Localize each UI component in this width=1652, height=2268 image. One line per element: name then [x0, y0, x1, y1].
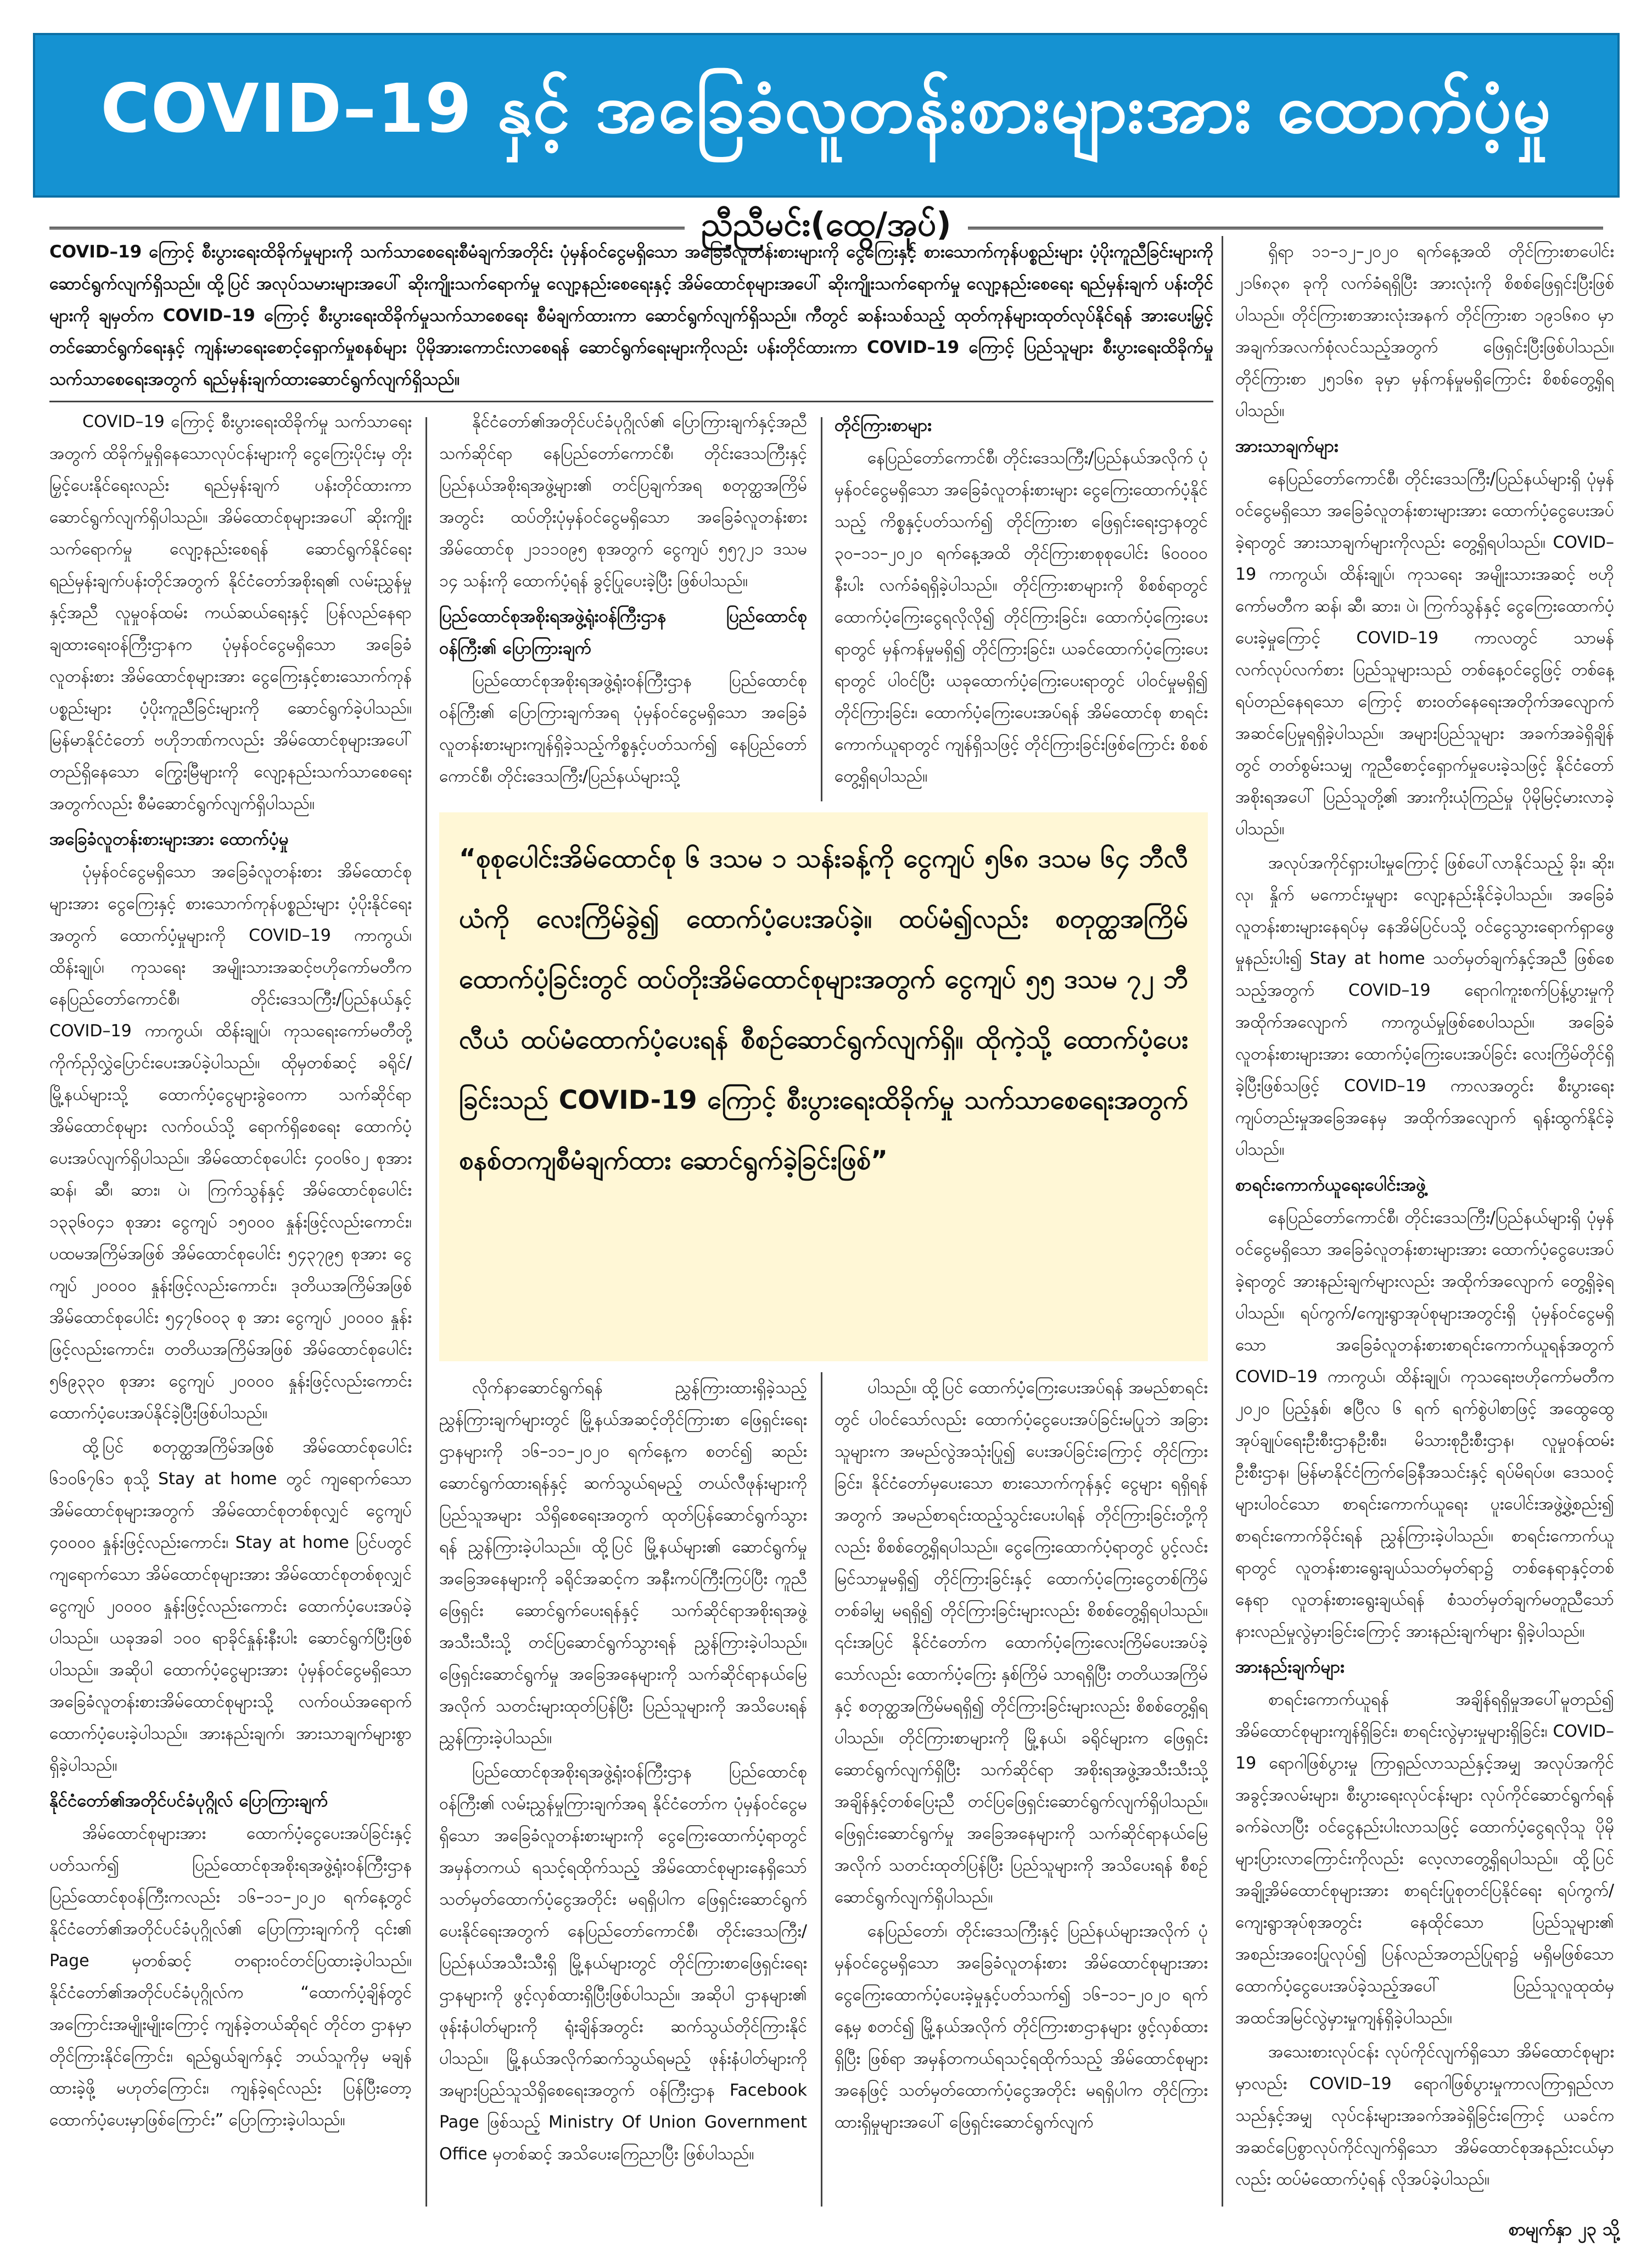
column-2-bottom [439, 1372, 807, 2212]
column-3-bottom [835, 1372, 1208, 2212]
col4-paragraph-1: ရှိရာ ၁၁–၁၂–၂၀၂၀ ရက်နေ့အထိ တိုင်ကြားစာပေါင်း ၂၁၆၈၃၈ ခုကို လက်ခံရရှိပြီး အားလုံးကို စိစစ်ဖြေရှင်းပြီးဖြစ်ပါသည်။ တိုင်ကြားစာအားလုံးအနက် တိုင်ကြားစာ ၁၉၁၆၈၀ မှာ အချက်အလက်စုံလင်သည့်အတွက် ဖြေရှင်းပြီးဖြစ်ပါသည်။ တိုင်ကြားစာ ၂၅၁၆၈ ခုမှာ မှန်ကန်မှုမရှိကြောင်း စိစစ်တွေ့ရှိရပါသည်။ [1235, 242, 1614, 420]
col2-paragraph-1: နိုင်ငံတော်၏အတိုင်ပင်ခံပုဂ္ဂိုလ်၏ ပြောကြားချက်နှင့်အညီ သက်ဆိုင်ရာ နေပြည်တော်ကောင်စီ၊ တိုင်းဒေသကြီးနှင့် ပြည်နယ်အစိုးရအဖွဲ့များ၏ တင်ပြချက်အရ စတုတ္ထအကြိမ်အတွင်း ထပ်တိုးပုံမှန်ဝင်ငွေမရှိသော အခြေခံလူတန်းစားအိမ်ထောင်စု ၂၁၁၁၀၉၅ စုအတွက် ငွေကျပ် ၅၅၇၂၁ ဒသမ ၁၄ သန်းကို ထောက်ပံ့ရန် ခွင့်ပြုပေးခဲ့ပြီး ဖြစ်ပါသည်။ [439, 412, 807, 591]
col3-paragraph-1: နေပြည်တော်ကောင်စီ၊ တိုင်းဒေသကြီး/ပြည်နယ်အလိုက် ပုံမှန်ဝင်ငွေမရှိသော အခြေခံလူတန်းစားများ ငွေကြေးထောက်ပံ့နိုင်သည့် ကိစ္စနှင့်ပတ်သက်၍ တိုင်ကြားစာ ဖြေရှင်းရေးဌာနတွင် ၃၀–၁၁–၂၀၂၀ ရက်နေ့အထိ တိုင်ကြားစာစုစုပေါင်း ၆၀၀၀၀ နီးပါး လက်ခံရရှိခဲ့ပါသည်။ တိုင်ကြားစာများကို စိစစ်ရာတွင် ထောက်ပံ့ကြေးငွေရလိုလို၍ တိုင်ကြားခြင်း၊ ထောက်ပံ့ကြေးပေးရာတွင် မှန်ကန်မှုမရှိ၍ တိုင်ကြားခြင်း၊ ယခင်ထောက်ပံ့ကြေးပေးရာတွင် ပါဝင်ပြီး ယခုထောက်ပံ့ကြေးပေးရာတွင် ပါဝင်မှုမရှိ၍ တိုင်ကြားခြင်း၊ ထောက်ပံ့ကြေးပေးအပ်ရန် အိမ်ထောင်စု စာရင်းကောက်ယူရာတွင် ကျန်ရှိသဖြင့် တိုင်ကြားခြင်းဖြစ်ကြောင်း စိစစ်တွေ့ရှိရပါသည်။ [835, 448, 1208, 786]
column-3-top [835, 406, 1208, 807]
col1-paragraph-1: COVID–19 ကြောင့် စီးပွားရေးထိခိုက်မှု သက်သာရေးအတွက် ထိခိုက်မှုရှိနေသောလုပ်ငန်းများကို ငွေကြေးပိုင်းမှ တိုးမြှင့်ပေးနိုင်ရေးလည်း ရည်မှန်းချက် ပန်းတိုင်ထားကာ ဆောင်ရွက်လျက်ရှိပါသည်။ အိမ်ထောင်စုများအပေါ် ဆိုးကျိုးသက်ရောက်မှု လျော့နည်းစေရန် ဆောင်ရွက်နိုင်ရေး ရည်မှန်းချက်ပန်းတိုင်အတွက် နိုင်ငံတော်အစိုးရ၏ လမ်းညွှန်မှုနှင့်အညီ လူမှုဝန်ထမ်း ကယ်ဆယ်ရေးနှင့် ပြန်လည်နေရာချထားရေးဝန်ကြီးဌာနက ပုံမှန်ဝင်ငွေမရှိသော အခြေခံလူတန်းစား အိမ်ထောင်စုများအား ငွေကြေးနှင့်စားသောက်ကုန်ပစ္စည်းများ ပံ့ပိုးကူညီခြင်းများကို ဆောင်ရွက်ခဲ့ပါသည်။ မြန်မာနိုင်ငံတော် ဗဟိုဘဏ်ကလည်း အိမ်ထောင်စုများအပေါ် တည်ရှိနေသော ကြွေးမြီများကို လျော့နည်းသက်သာစေရေးအတွက်လည်း စီမံဆောင်ရွက်လျက်ရှိပါသည်။ [49, 412, 412, 813]
col4-heading-2: အားသာချက်များ [1235, 436, 1339, 456]
col3-heading-1: တိုင်ကြားစာများ [835, 416, 932, 435]
col2-paragraph-2: ပြည်ထောင်စုအစိုးရအဖွဲ့ရုံးဝန်ကြီးဌာန ပြည်ထောင်စုဝန်ကြီး၏ ပြောကြားချက်အရ ပုံမှန်ဝင်ငွေမရှိသော အခြေခံလူတန်းစားများကျန်ရှိခဲ့သည့်ကိစ္စနှင့်ပတ်သက်၍ နေပြည်တော်ကောင်စီ၊ တိုင်းဒေသကြီး/ပြည်နယ်များသို့ [439, 671, 807, 786]
column-2-top [439, 406, 807, 807]
col4-paragraph-5: စာရင်းကောက်ယူရန် အချိန်ရရှိမှုအပေါ်မူတည်၍ အိမ်ထောင်စုများကျန်ရှိခြင်း၊ စာရင်းလွဲမှားမှုများရှိခြင်း၊ COVID–19 ရောဂါဖြစ်ပွားမှု ကြာရှည်လာသည်နှင့်အမျှ အလုပ်အကိုင်အခွင့်အလမ်းများ၊ စီးပွားရေးလုပ်ငန်းများ လုပ်ကိုင်ဆောင်ရွက်ရန် ခက်ခဲလာပြီး ဝင်ငွေနည်းပါးလာသဖြင့် ထောက်ပံ့ငွေရလိုသူ ပိုမိုများပြားလာကြောင်းကိုလည်း လေ့လာတွေ့ရှိရပါသည်။ ထို့ပြင် အချို့အိမ်ထောင်စုများအား စာရင်းပြုစုတင်ပြနိုင်ရေး ရပ်ကွက်/ကျေးရွာအုပ်စုအတွင်း နေထိုင်သော ပြည်သူများ၏ အစည်းအဝေးပြုလုပ်၍ ပြန်လည်အတည်ပြုရာ၌ မရှိမဖြစ်သော ထောက်ပံ့ငွေပေးအပ်ခဲ့သည့်အပေါ် ပြည်သူလူထုထံမှ အထင်အမြင်လွဲမှားမှုကျန်ရှိခဲ့ပါသည်။ [1235, 1690, 1614, 2028]
headline-title: COVID–19 နှင့် အခြေခံလူတန်းစားများအား ထောက်ပံ့မှု [100, 70, 1552, 148]
lead-divider [49, 401, 1213, 402]
byline-rule-right [968, 227, 1603, 229]
col1-paragraph-2: ပုံမှန်ဝင်ငွေမရှိသော အခြေခံလူတန်းစား အိမ်ထောင်စုများအား ငွေကြေးနှင့် စားသောက်ကုန်ပစ္စည်းများ ပံ့ပိုးနိုင်ရေးအတွက် ထောက်ပံ့မှုများကို COVID–19 ကာကွယ်၊ ထိန်းချုပ်၊ ကုသရေး အမျိုးသားအဆင့်ဗဟိုကော်မတီက နေပြည်တော်ကောင်စီ၊ တိုင်းဒေသကြီး/ပြည်နယ်နှင့် COVID–19 ကာကွယ်၊ ထိန်းချုပ်၊ ကုသရေးကော်မတီတို့ ကိုက်ညှိလွှဲပြောင်းပေးအပ်ခဲ့ပါသည်။ ထိုမှတစ်ဆင့် ခရိုင်/မြို့နယ်များသို့ ထောက်ပံ့ငွေများခွဲဝေကာ သက်ဆိုင်ရာအိမ်ထောင်စုများ လက်ဝယ်သို့ ရောက်ရှိစေရေး ထောက်ပံ့ပေးအပ်လျက်ရှိပါသည်။ အိမ်ထောင်စုပေါင်း ၄၀၀၆၀၂ စုအား ဆန်၊ ဆီ၊ ဆား၊ ပဲ၊ ကြက်သွန်နှင့် အိမ်ထောင်စုပေါင်း ၁၃၃၆၀၄၁ စုအား ငွေကျပ် ၁၅၀၀၀ နှုန်းဖြင့်လည်းကောင်း၊ ပထမအကြိမ်အဖြစ် အိမ်ထောင်စုပေါင်း ၅၄၃၇၉၅ စုအား ငွေကျပ် ၂၀၀၀၀ နှုန်းဖြင့်လည်းကောင်း၊ ဒုတိယအကြိမ်အဖြစ် အိမ်ထောင်စုပေါင်း ၅၄၇၆၀၀၃ စု အား ငွေကျပ် ၂၀၀၀၀ နှုန်းဖြင့်လည်းကောင်း၊ တတိယအကြိမ်အဖြစ် အိမ်ထောင်စုပေါင်း ၅၆၉၃၃၀ စုအား ငွေကျပ် ၂၀၀၀၀ နှုန်းဖြင့်လည်းကောင်း ထောက်ပံ့ပေးအပ်နိုင်ခဲ့ပြီးဖြစ်ပါသည်။ [49, 862, 412, 1423]
col3-paragraph-3: နေပြည်တော်၊ တိုင်းဒေသကြီးနှင့် ပြည်နယ်များအလိုက် ပုံမှန်ဝင်ငွေမရှိသော အခြေခံလူတန်းစား အိမ်ထောင်စုများအား ငွေကြေးထောက်ပံ့ပေးခဲ့မှုနှင့်ပတ်သက်၍ ၁၆–၁၁–၂၀၂၀ ရက်နေ့မှ စတင်၍ မြို့နယ်အလိုက် တိုင်ကြားစာဌာနများ ဖွင့်လှစ်ထားရှိပြီး ဖြစ်ရာ အမှန်တကယ်ရသင့်ရထိုက်သည့် အိမ်ထောင်စုများ အနေဖြင့် သတ်မှတ်ထောက်ပံ့ငွေအတိုင်း မရရှိပါက တိုင်ကြားထားရှိမှုများအပေါ် ဖြေရှင်းဆောင်ရွက်လျက် [835, 1922, 1208, 2132]
col3-paragraph-2: ပါသည်။ ထို့ပြင် ထောက်ပံ့ကြေးပေးအပ်ရန် အမည်စာရင်းတွင် ပါဝင်သော်လည်း ထောက်ပံ့ငွေပေးအပ်ခြင်းမပြုဘဲ အခြားသူများက အမည်လွဲအသုံးပြု၍ ပေးအပ်ခြင်းကြောင့် တိုင်ကြားခြင်း၊ နိုင်ငံတော်မှပေးသော စားသောက်ကုန်နှင့် ငွေများ ရရှိရန်အတွက် အမည်စာရင်းထည့်သွင်းပေးပါရန် တိုင်ကြားခြင်းတို့ကိုလည်း စိစစ်တွေ့ရှိရပါသည်။ ငွေကြေးထောက်ပံ့ရာတွင် ပွင့်လင်းမြင်သာမှုမရှိ၍ တိုင်ကြားခြင်းနှင့် ထောက်ပံ့ကြေးငွေတစ်ကြိမ်တစ်ခါမျှ မရရှိ၍ တိုင်ကြားခြင်းများလည်း စိစစ်တွေ့ရှိရပါသည်။ ၎င်းအပြင် နိုင်ငံတော်က ထောက်ပံ့ကြေးလေးကြိမ်ပေးအပ်ခဲ့သော်လည်း ထောက်ပံ့ကြေး နှစ်ကြိမ် သာရရှိပြီး တတိယအကြိမ်နှင့် စတုတ္ထအကြိမ်မရရှိ၍ တိုင်ကြားခြင်းများလည်း စိစစ်တွေ့ရှိရပါသည်။ တိုင်ကြားစာများကို မြို့နယ်၊ ခရိုင်များက ဖြေရှင်းဆောင်ရွက်လျက်ရှိပြီး သက်ဆိုင်ရာ အစိုးရအဖွဲ့အသီးသီးသို့ အချိန်နှင့်တစ်ပြေးညီ တင်ပြဖြေရှင်းဆောင်ရွက်လျက်ရှိပါသည်။ ဖြေရှင်းဆောင်ရွက်မှု အခြေအနေများကို သက်ဆိုင်ရာနယ်မြေအလိုက် သတင်းထုတ်ပြန်ပြီး ပြည်သူများကို အသိပေးရန် စီစဉ်ဆောင်ရွက်လျက်ရှိပါသည်။ [835, 1378, 1208, 1907]
column-rule-4 [1222, 236, 1223, 2207]
col2-heading-2: ပြည်ထောင်စုအစိုးရအဖွဲ့ရုံးဝန်ကြီးဌာန ပြည်ထောင်စုဝန်ကြီး၏ ပြောကြားချက် [439, 607, 807, 658]
col1-paragraph-3: ထို့ပြင် စတုတ္ထအကြိမ်အဖြစ် အိမ်ထောင်စုပေါင်း ၆၁၀၆၇၆၁ စုသို့ Stay at home တွင် ကျရောက်သော အိမ်ထောင်စုများအတွက် အိမ်ထောင်စုတစ်စုလျှင် ငွေကျပ် ၄၀၀၀၀ နှုန်းဖြင့်လည်းကောင်း၊ Stay at home ပြင်ပတွင် ကျရောက်သော အိမ်ထောင်စုများအား အိမ်ထောင်စုတစ်စုလျှင် ငွေကျပ် ၂၀၀၀၀ နှုန်းဖြင့်လည်းကောင်း ထောက်ပံ့ပေးအပ်ခဲ့ပါသည်။ ယခုအခါ ၁၀၀ ရာခိုင်နှုန်းနီးပါး ဆောင်ရွက်ပြီးဖြစ်ပါသည်။ အဆိုပါ ထောက်ပံ့ငွေများအား ပုံမှန်ဝင်ငွေမရှိသော အခြေခံလူတန်းစားအိမ်ထောင်စုများသို့ လက်ဝယ်အရောက် ထောက်ပံ့ပေးခဲ့ပါသည်။ အားနည်းချက်၊ အားသာချက်များစွာ ရှိခဲ့ပါသည်။ [49, 1438, 412, 1775]
byline-rule-left [49, 227, 685, 229]
column-rule-2 [821, 417, 822, 801]
continued-on-page: စာမျက်နှာ ၂၃ သို့ [1508, 2219, 1620, 2239]
column-rule-3 [821, 1372, 822, 2207]
col1-heading-2: အခြေခံလူတန်းစားများအား ထောက်ပံ့မှု [49, 829, 289, 849]
author-byline: ညီညီမင်း(ထွေ/အုပ်) [701, 205, 951, 244]
col4-heading-4: အားနည်းချက်များ [1235, 1657, 1345, 1677]
col4-paragraph-6: အသေးစားလုပ်ငန်း လုပ်ကိုင်လျက်ရှိသော အိမ်ထောင်စုများမှာလည်း COVID–19 ရောဂါဖြစ်ပွားမှုကာလကြာရှည်လာသည်နှင့်အမျှ လုပ်ငန်းများအခက်အခဲရှိခြင်းကြောင့် ယခင်ကအဆင်ပြေစွာလုပ်ကိုင်လျက်ရှိသော အိမ်ထောင်စုအနည်းငယ်မှာလည်း ထပ်မံထောက်ပံ့ရန် လိုအပ်ခဲ့ပါသည်။ [1235, 2042, 1614, 2189]
col4-paragraph-3: အလုပ်အကိုင်ရှားပါးမှုကြောင့် ဖြစ်ပေါ်လာနိုင်သည့် ခိုး၊ ဆိုး၊ လု၊ နှိုက် မကောင်းမှုများ လျော့နည်းနိုင်ခဲ့ပါသည်။ အခြေခံလူတန်းစားများနေရပ်မှ နေအိမ်ပြင်ပသို့ ဝင်ငွေသွားရောက်ရှာဖွေမှုနည်းပါး၍ Stay at home သတ်မှတ်ချက်နှင့်အညီ ဖြစ်စေသည့်အတွက် COVID–19 ရောဂါကူးစက်ပြန့်ပွားမှုကို အထိုက်အလျောက် ကာကွယ်မှုဖြစ်စေပါသည်။ အခြေခံလူတန်းစားများအား ထောက်ပံ့ကြေးပေးအပ်ခြင်း လေးကြိမ်တိုင်ရှိခဲ့ပြီးဖြစ်သဖြင့် COVID–19 ကာလအတွင်း စီးပွားရေးကျပ်တည်းမှုအခြေအနေမှ အထိုက်အလျောက် ရုန်းထွက်နိုင်ခဲ့ပါသည်။ [1235, 854, 1614, 1159]
col1-heading-3: နိုင်ငံတော်၏အတိုင်ပင်ခံပုဂ္ဂိုလ် ပြောကြားချက် [49, 1791, 328, 1811]
col1-paragraph-4: အိမ်ထောင်စုများအား ထောက်ပံ့ငွေပေးအပ်ခြင်းနှင့် ပတ်သက်၍ ပြည်ထောင်စုအစိုးရအဖွဲ့ရုံးဝန်ကြီးဌာန ပြည်ထောင်စုဝန်ကြီးကလည်း ၁၆–၁၁–၂၀၂၀ ရက်နေ့တွင် နိုင်ငံတော်၏အတိုင်ပင်ခံပုဂ္ဂိုလ်၏ ပြောကြားချက်ကို ၎င်း၏ Page မှတစ်ဆင့် တရားဝင်တင်ပြထားခဲ့ပါသည်။ နိုင်ငံတော်၏အတိုင်ပင်ခံပုဂ္ဂိုလ်က “ထောက်ပံ့ချိန်တွင် အကြောင်းအမျိုးမျိုးကြောင့် ကျန်ခဲ့တယ်ဆိုရင် တိုင်တ ဌာနမှာ တိုင်ကြားနိုင်ကြောင်း၊ ရည်ရွယ်ချက်နှင့် ဘယ်သူကိုမှ မချန်ထားခဲ့ဖို့ မဟုတ်ကြောင်း၊ ကျန်ခဲ့ရင်လည်း ပြန်ပြီးတော့ ထောက်ပံ့ပေးမှာဖြစ်ကြောင်း” ပြောကြားခဲ့ပါသည်။ [49, 1824, 412, 2130]
col4-paragraph-2: နေပြည်တော်ကောင်စီ၊ တိုင်းဒေသကြီး/ပြည်နယ်များရှိ ပုံမှန်ဝင်ငွေမရှိသော အခြေခံလူတန်းစားများအား ထောက်ပံ့ငွေပေးအပ်ခဲ့ရာတွင် အားသာချက်များကိုလည်း တွေ့ရှိရပါသည်။ COVID–19 ကာကွယ်၊ ထိန်းချုပ်၊ ကုသရေး အမျိုးသားအဆင့် ဗဟိုကော်မတီက ဆန်၊ ဆီ၊ ဆား၊ ပဲ၊ ကြက်သွန်နှင့် ငွေကြေးထောက်ပံ့ပေးခဲ့မှုကြောင့် COVID–19 ကာလတွင် သာမန်လက်လုပ်လက်စား ပြည်သူများသည် တစ်နေ့ဝင်ငွေဖြင့် တစ်နေ့ရပ်တည်နေရသော ကြောင့် စားဝတ်နေရေးအတိုက်အလျောက် အဆင်ပြေမှုရရှိခဲ့ပါသည်။ အများပြည်သူများ အခက်အခဲရှိချိန်တွင် တတ်စွမ်းသမျှ ကူညီစောင့်ရှောက်မှုပေးခဲ့သဖြင့် နိုင်ငံတော်အစိုးရအပေါ် ပြည်သူတို့၏ အားကိုးယုံကြည်မှု ပိုမိုမြင့်မားလာခဲ့ပါသည်။ [1235, 469, 1614, 839]
pull-quote-box: “စုစုပေါင်းအိမ်ထောင်စု ၆ ဒသမ ၁ သန်းခန့်ကို ငွေကျပ် ၅၆၈ ဒသမ ၆၄ ဘီလီယံကို လေးကြိမ်ခွဲ၍ ထောက်ပံ့ပေးအပ်ခဲ့။ ထပ်မံ၍လည်း စတုတ္ထအကြိမ် ထောက်ပံ့ခြင်းတွင် ထပ်တိုးအိမ်ထောင်စုများအတွက် ငွေကျပ် ၅၅ ဒသမ ၇၂ ဘီလီယံ ထပ်မံထောက်ပံ့ပေးရန် စီစဉ်ဆောင်ရွက်လျက်ရှိ။ ထိုကဲ့သို့ ထောက်ပံ့ပေးခြင်းသည် COVID-19 ကြောင့် စီးပွားရေးထိခိုက်မှု သက်သာစေရေးအတွက် စနစ်တကျစီမံချက်ထား ဆောင်ရွက်ခဲ့ခြင်းဖြစ်” [439, 812, 1208, 1361]
col2-paragraph-4: ပြည်ထောင်စုအစိုးရအဖွဲ့ရုံးဝန်ကြီးဌာန ပြည်ထောင်စုဝန်ကြီး၏ လမ်းညွှန်မှုကြားချက်အရ နိုင်ငံတော်က ပုံမှန်ဝင်ငွေမရှိသော အခြေခံလူတန်းစားများကို ငွေကြေးထောက်ပံ့ရာတွင် အမှန်တကယ် ရသင့်ရထိုက်သည့် အိမ်ထောင်စုများနေရှိသော် သတ်မှတ်ထောက်ပံ့ငွေအတိုင်း မရရှိပါက ဖြေရှင်းဆောင်ရွက်ပေးနိုင်ရေးအတွက် နေပြည်တော်ကောင်စီ၊ တိုင်းဒေသကြီး/ပြည်နယ်အသီးသီးရှိ မြို့နယ်များတွင် တိုင်ကြားစာဖြေရှင်းရေးဌာနများကို ဖွင့်လှစ်ထားရှိပြီးဖြစ်ပါသည်။ အဆိုပါ ဌာနများ၏ ဖုန်းနံပါတ်များကို ရုံးချိန်အတွင်း ဆက်သွယ်တိုင်ကြားနိုင်ပါသည်။ မြို့နယ်အလိုက်ဆက်သွယ်ရမည့် ဖုန်းနံပါတ်များကို အများပြည်သူသိရှိစေရေးအတွက် ဝန်ကြီးဌာန Facebook Page ဖြစ်သည့် Ministry Of Union Government Office မှတစ်ဆင့် အသိပေးကြေညာပြီး ဖြစ်ပါသည်။ [439, 1762, 807, 2164]
headline-banner [33, 33, 1620, 198]
column-1 [49, 406, 412, 2218]
column-4 [1235, 236, 1614, 2212]
col4-paragraph-4: နေပြည်တော်ကောင်စီ၊ တိုင်းဒေသကြီး/ပြည်နယ်များရှိ ပုံမှန်ဝင်ငွေမရှိသော အခြေခံလူတန်းစားများအား ထောက်ပံ့ငွေပေးအပ်ခဲ့ရာတွင် အားနည်းချက်များလည်း အထိုက်အလျောက် တွေ့ရှိခဲ့ရပါသည်။ ရပ်ကွက်/ကျေးရွာအုပ်စုများအတွင်းရှိ ပုံမှန်ဝင်ငွေမရှိသော အခြေခံလူတန်းစားစာရင်းကောက်ယူရန်အတွက် COVID–19 ကာကွယ်၊ ထိန်းချုပ်၊ ကုသရေးဗဟိုကော်မတီက ၂၀၂၀ ပြည့်နှစ်၊ ဧပြီလ ၆ ရက် ရက်စွဲပါစာဖြင့် အထွေထွေအုပ်ချုပ်ရေးဦးစီးဌာနဦးစီး၊ မိသားစုဦးစီးဌာန၊ လူမှုဝန်ထမ်းဦးစီးဌာန၊ မြန်မာနိုင်ငံကြက်ခြေနီအသင်းနှင့် ရပ်မိရပ်ဖ၊ ဒေသဝင့်များပါဝင်သော စာရင်းကောက်ယူရေး ပူးပေါင်းအဖွဲ့ဖွဲ့စည်း၍ စာရင်းကောက်ခိုင်းရန် ညွှန်ကြားခဲ့ပါသည်။ စာရင်းကောက်ယူရာတွင် လူတန်းစားရွေးချယ်သတ်မှတ်ရာ၌ တစ်နေရာနှင့်တစ်နေရာ လူတန်းစားရွေးချယ်ရန် စံသတ်မှတ်ချက်မတူညီသော် နားလည်မှုလွဲမှားခြင်းကြောင့် အားနည်းချက်များ ရှိခဲ့ပါသည်။ [1235, 1208, 1614, 1641]
col2-paragraph-3: လိုက်နာဆောင်ရွက်ရန် ညွှန်ကြားထားရှိခဲ့သည့် ညွှန်ကြားချက်များတွင် မြို့နယ်အဆင့်တိုင်ကြားစာ ဖြေရှင်းရေးဌာနများကို ၁၆–၁၁–၂၀၂၀ ရက်နေ့က စတင်၍ ဆည်းဆောင်ရွက်ထားရန်နှင့် ဆက်သွယ်ရမည့် တယ်လီဖုန်းများကို ပြည်သူအများ သိရှိစေရေးအတွက် ထုတ်ပြန်ဆောင်ရွက်သွားရန် ညွှန်ကြားခဲ့ပါသည်။ ထို့ပြင် မြို့နယ်များ၏ ဆောင်ရွက်မှုအခြေအနေများကို ခရိုင်အဆင့်က အနီးကပ်ကြီးကြပ်ပြီး ကူညီဖြေရှင်း ဆောင်ရွက်ပေးရန်နှင့် သက်ဆိုင်ရာအစိုးရအဖွဲ့အသီးသီးသို့ တင်ပြဆောင်ရွက်သွားရန် ညွှန်ကြားခဲ့ပါသည်။ ဖြေရှင်းဆောင်ရွက်မှု အခြေအနေများကို သက်ဆိုင်ရာနယ်မြေအလိုက် သတင်းများထုတ်ပြန်ပြီး ပြည်သူများကို အသိပေးရန် ညွှန်ကြားခဲ့ပါသည်။ [439, 1378, 807, 1748]
col4-heading-3: စာရင်းကောက်ယူရေးပေါင်းအဖွဲ့ [1235, 1175, 1426, 1195]
lead-paragraph: COVID–19 ကြောင့် စီးပွားရေးထိခိုက်မှုများကို သက်သာစေရေးစီမံချက်အတိုင်း ပုံမှန်ဝင်ငွေမရှိသော အခြေခံလူတန်းစားများကို ငွေကြေးနှင့် စားသောက်ကုန်ပစ္စည်းများ ပံ့ပိုးကူညီခြင်းများကို ဆောင်ရွက်လျက်ရှိသည်။ ထို့ပြင် အလုပ်သမားများအပေါ် ဆိုးကျိုးသက်ရောက်မှု လျော့နည်းစေရေးနှင့် အိမ်ထောင်စုများအပေါ် ဆိုးကျိုးသက်ရောက်မှု လျော့နည်းစေရေး ရည်မှန်းချက် ပန်းတိုင်များကို ချမှတ်က COVID–19 ကြောင့် စီးပွားရေးထိခိုက်မှုသက်သာစေရေး စီမံချက်ထားကာ ဆောင်ရွက်လျက်ရှိသည်။ ကီတွင် ဆန်းသစ်သည့် ထုတ်ကုန်များထုတ်လုပ်နိုင်ရန် အားပေးမြှင့်တင်ဆောင်ရွက်ရေးနှင့် ကျန်းမာရေးစောင့်ရှောက်မှုစနစ်များ ပိုမိုအားကောင်းလာစေရန် ဆောင်ရွက်ရေးများကိုလည်း ပန်းတိုင်ထားကာ COVID–19 ကြောင့် ပြည်သူများ စီးပွားရေးထိခိုက်မှု သက်သာစေရေးအတွက် ရည်မှန်းချက်ထားဆောင်ရွက်လျက်ရှိသည်။ [49, 242, 1213, 389]
column-rule-1 [425, 417, 427, 2207]
